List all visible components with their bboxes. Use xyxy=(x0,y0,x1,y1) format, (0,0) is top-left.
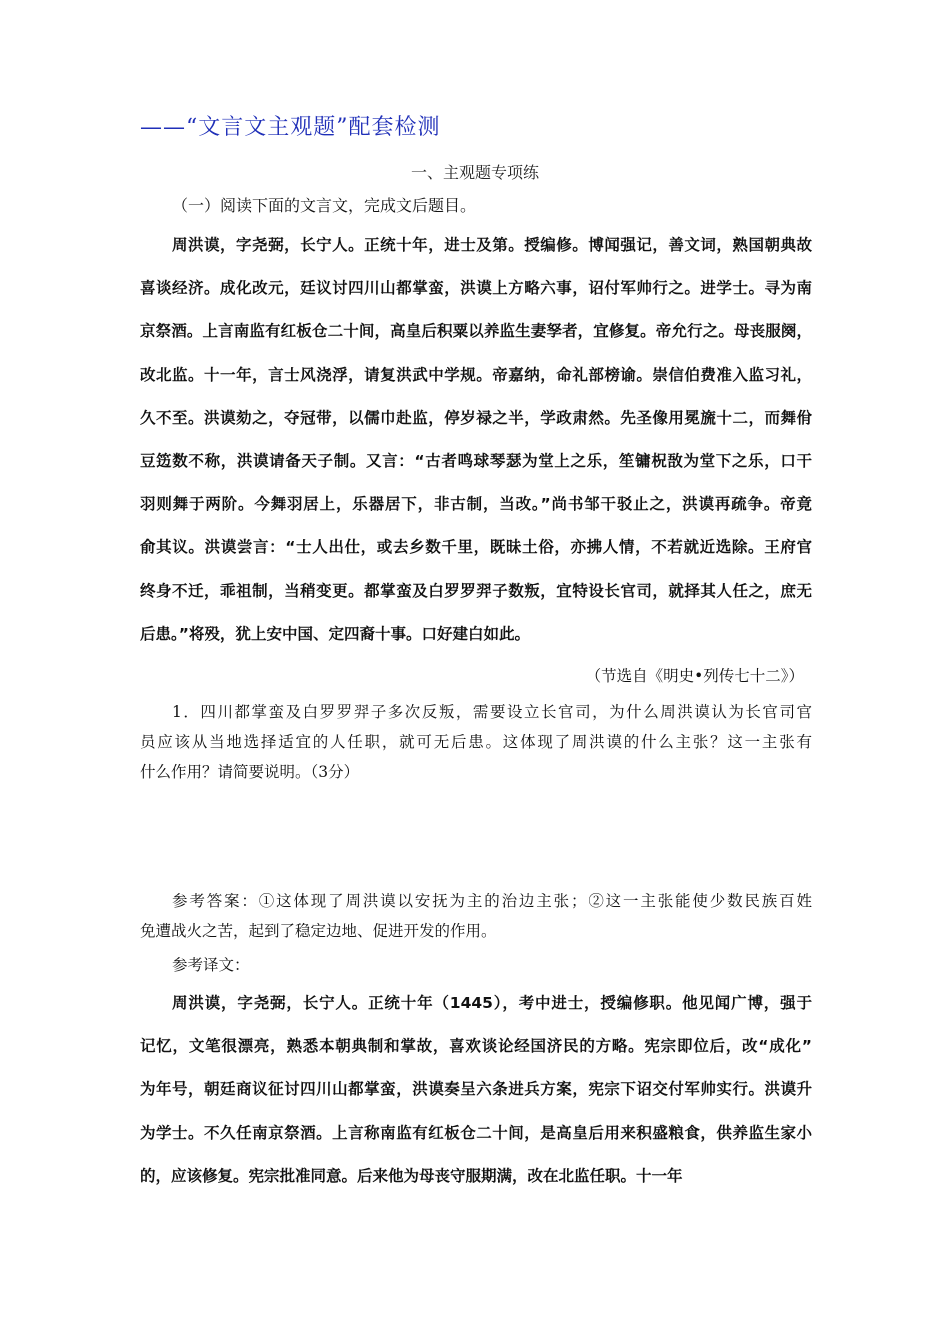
passage-line: 俞其议。洪谟尝言：“士人出仕，或去乡数千里，既昧土俗，亦拂人情，不若就近选除。王府官 xyxy=(140,538,812,557)
answer-line: 免遭战火之苦，起到了稳定边地、促进开发的作用。 xyxy=(140,922,497,940)
answer-line: 参考答案：①这体现了周洪谟以安抚为主的治边主张；②这一主张能使少数民族百姓 xyxy=(172,892,812,910)
section-title: 一、主观题专项练 xyxy=(410,163,539,182)
reference-translation xyxy=(140,982,812,1198)
translation-line: 周洪谟，字尧弼，长宁人。正统十年（1445），考中进士，授编修职。他见闻广博，强于 xyxy=(172,994,812,1012)
passage-line: 喜谈经济。成化改元，廷议讨四川山都掌蛮，洪谟上方略六事，诏付军帅行之。进学士。寻为南 xyxy=(140,279,812,298)
passage-line: 豆笾数不称，洪谟请备天子制。又言：“古者鸣球琴瑟为堂上之乐，笙镛柷敔为堂下之乐，口干 xyxy=(140,451,812,470)
question-1 xyxy=(140,697,812,787)
passage-line: 京祭酒。上言南监有红板仓二十间，高皇后积粟以养监生妻孥者，宜修复。帝允行之。母丧服阕， xyxy=(140,322,812,341)
translation-line: 为学士。不久任南京祭酒。上言称南监有红板仓二十间，是高皇后用来积盛粮食，供养监生家小 xyxy=(140,1123,812,1142)
question-line: 1．四川都掌蛮及白罗罗羿子多次反叛，需要设立长官司，为什么周洪谟认为长官司官 xyxy=(172,703,812,721)
passage-line: 久不至。洪谟劾之，夺冠带，以儒巾赴监，停岁禄之半，学政肃然。先圣像用冕旒十二，而舞佾 xyxy=(140,408,812,427)
reference-answer xyxy=(140,886,812,946)
passage-line: 羽则舞于两阶。今舞羽居上，乐器居下，非古制，当改。”尚书邹干驳止之，洪谟再疏争。帝竟 xyxy=(140,495,812,514)
question-line: 什么作用？请简要说明。（3分） xyxy=(140,763,360,781)
question-line: 员应该从当地选择适宜的人任职，就可无后患。这体现了周洪谟的什么主张？这一主张有 xyxy=(140,733,812,751)
translation-label: 参考译文： xyxy=(172,956,250,974)
translation-line: 的，应该修复。宪宗批准同意。后来他为母丧守服期满，改在北监任职。十一年 xyxy=(140,1166,683,1185)
passage-line: 后患。”将殁，犹上安中国、定四裔十事。口好建白如此。 xyxy=(140,624,530,643)
translation-line: 为年号，朝廷商议征讨四川山都掌蛮，洪谟奏呈六条进兵方案，宪宗下诏交付军帅实行。洪谟升 xyxy=(140,1080,812,1099)
passage-line: 终身不迁，乖祖制，当稍变更。都掌蛮及白罗罗羿子数叛，宜特设长官司，就择其人任之，庶无 xyxy=(140,581,812,600)
translation-line: 记忆，文笔很漂亮，熟悉本朝典制和掌故，喜欢谈论经国济民的方略。宪宗即位后，改“成化” xyxy=(140,1037,812,1056)
passage-source: （节选自《明史•列传七十二》） xyxy=(585,667,804,685)
reading-instruction: （一）阅读下面的文言文，完成文后题目。 xyxy=(172,196,477,215)
classical-passage xyxy=(140,224,812,656)
passage-line: 改北监。十一年，言士风浇浮，请复洪武中学规。帝嘉纳，命礼部榜谕。崇信伯费准入监习礼， xyxy=(140,365,812,384)
passage-line: 周洪谟，字尧弼，长宁人。正统十年，进士及第。授编修。博闻强记，善文词，熟国朝典故 xyxy=(172,236,812,254)
document-title: ——“文言文主观题”配套检测 xyxy=(140,115,441,140)
